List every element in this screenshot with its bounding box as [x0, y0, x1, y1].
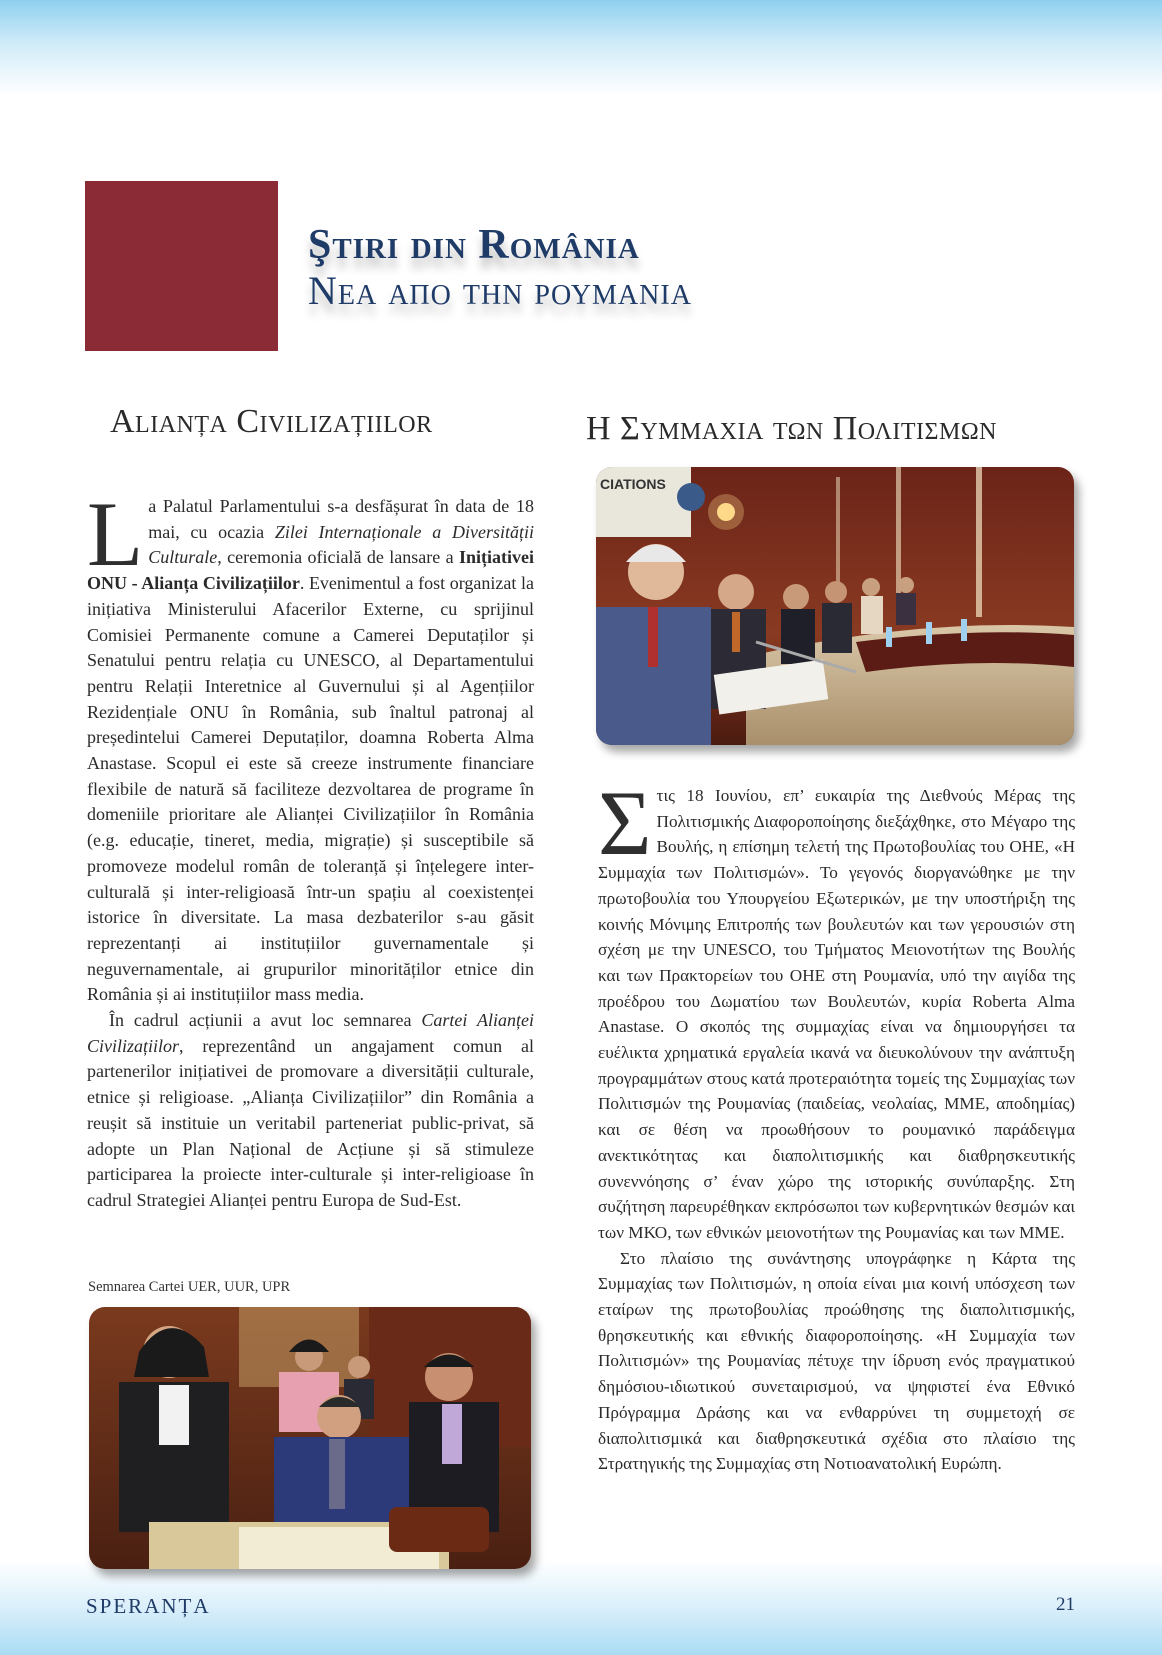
- banner-text: CIATIONS: [600, 476, 666, 492]
- article-heading-romanian: Alianța Civilizațiilor: [110, 403, 433, 440]
- masthead-title-greek: Nea απο την ρουμανια: [308, 268, 692, 313]
- article-body-romanian: [87, 483, 534, 1214]
- drop-cap: L: [87, 483, 144, 585]
- masthead: [308, 222, 692, 314]
- magazine-name: SPERANȚA: [86, 1594, 211, 1618]
- paragraph: [87, 483, 534, 1008]
- text-run-italic: Cartei Alianței Civilizațiilor: [87, 1010, 534, 1056]
- page-number: 21: [1056, 1594, 1075, 1615]
- text-run: , ceremonia oficială de lansare a: [217, 547, 459, 568]
- text-run: , reprezentând un angajament comun al partenerilor inițiativei de promovare a diversității culturale, etnice și religioase. „Alianța Civilizațiilor” din România a reușit să instituie un veritabil parteneriat public-privat, să adopte un Plan Național de Acțiune și să stimuleze participarea la proiecte inter-culturale și inter-religioase în cadrul Strategiei Alianței pentru Europa de Sud-Est.: [87, 1035, 534, 1210]
- paragraph: [87, 1008, 534, 1214]
- text-run-italic: Zilei Internaționale a Diversității Culturale: [148, 521, 534, 568]
- paragraph: Στο πλαίσιο της συνάντησης υπογράφηκε η Κάρτα της Συμμαχίας των Πολιτισμών, η οποία είναι μια κοινή υπόσχεση των εταίρων της πρωτοβουλίας προώθησης της διαπολιτισμικής, θρησκευτικής και εθνικής διαφοροποίησης. «Η Συμμαχία των Πολιτισμών» της Ρουμανίας πέτυχε την ίδρυση ενός πραγματικού δημόσιου-ιδιωτικού συνεταιρισμού, να ψηφιστεί ένα Εθνικό Πρόγραμμα Δράσης και να ενθαρρύνει τη συμμετοχή σε διαπολιτισμικά και διαθρησκευτικά σχέδια στο πλαίσιο της Στρατηγικής της Συμμαχίας στη Νοτιοανατολική Ευρώπη.: [598, 1248, 1075, 1474]
- decorative-red-block: [85, 181, 278, 351]
- text-run: a Palatul Parlamentului s-a desfășurat în data de 18 mai, cu ocazia: [148, 496, 534, 542]
- article-heading-greek: Η Συμμαχια των Πολιτισμων: [586, 410, 997, 447]
- masthead-title-romanian: Ştiri din România: [308, 222, 640, 268]
- drop-cap: Σ: [598, 772, 652, 874]
- paragraph: [598, 772, 1075, 1246]
- text-run: . Evenimentul a fost organizat la inițiativa Ministerului Afacerilor Externe, cu sprijinul Comisiei Permanente comune a Camerei Deputaților și Senatului pentru relația cu UNESCO, al Departamentului pentru Relații Interetnice al Guvernului și al Agențiilor Rezidențiale ONU în România, sub înaltul patronaj al președintelui Camerei Deputaților, doamna Roberta Alma Anastase. Scopul ei este să creeze instrumente financiare flexibile de natură să faciliteze dezvoltarea de programe în domeniile prioritare ale Alianței Civilizațiilor în România (e.g. educație, tineret, media, migrație) și susceptibile să promoveze modelul român de toleranță și înțelegere inter-culturală și inter-religioasă într-un spațiu al coexistenței istorice în diversitate. La masa dezbaterilor s-au găsit reprezentanți ai instituțiilor guvernamentale și neguvernamentale, ai grupurilor minorităților etnice din România și ai instituțiilor mass media.: [87, 573, 534, 1005]
- conference-photo: [596, 467, 1074, 745]
- text-run: τις 18 Ιουνίου, επ’ ευκαιρία της Διεθνούς Μέρας της Πολιτισμικής Διαφοροποίησης διεξάχθηκε, στο Μέγαρο της Βουλής, η επίσημη τελετή της Πρωτοβουλίας του ΟΗΕ, «Η Συμμαχία των Πολιτισμών». Το γεγονός διοργανώθηκε με την πρωτοβουλία του Υπουργείου Εξωτερικών, με την υποστήριξη της κοινής Μόνιμης Επιτροπής των βουλευτών και των γερουσιών στη σχέση με την UNESCO, του Τμήματος Μειονοτήτων της Βουλής και των Πρακτορείων του ΟΗΕ στη Ρουμανία, υπό την αιγίδα της προέδρου του Δωματίου των Βουλευτών, κυρία Roberta Alma Anastase. Ο σκοπός της συμμαχίας είναι να δημιουργήσει τα ευέλικτα χρηματικά εργαλεία ικανά να διευκολύνουν την ανάπτυξη προγραμμάτων στους κατά προτεραιότητα τομείς της Συμμαχίας των Πολιτισμών της Ρουμανίας (παιδείας, νεολαίας, ΜΜΕ, αποδημίας) και σε θέση να προωθήσουν το ρουμανικό παράδειγμα ανεκτικότητας και διαπολιτισμικής και διαθρησκευτικής συνεννόησης σ’ έναν χώρο της ιστορικής συνύπαρξης. Στη συζήτηση παρευρέθηκαν εκπρόσωποι των κυβερνητικών θεσμών και των ΜΚΟ, των εθνικών μειονοτήτων της Ρουμανίας και των ΜΜΕ.: [598, 786, 1075, 1242]
- text-run-bold: Inițiativei ONU - Alianța Civilizațiilor: [87, 547, 534, 594]
- text-run: În cadrul acțiunii a avut loc semnarea: [109, 1010, 422, 1031]
- article-body-greek: [598, 772, 1075, 1477]
- signing-ceremony-photo: [89, 1307, 531, 1569]
- photo-caption: Semnarea Cartei UER, UUR, UPR: [88, 1279, 291, 1295]
